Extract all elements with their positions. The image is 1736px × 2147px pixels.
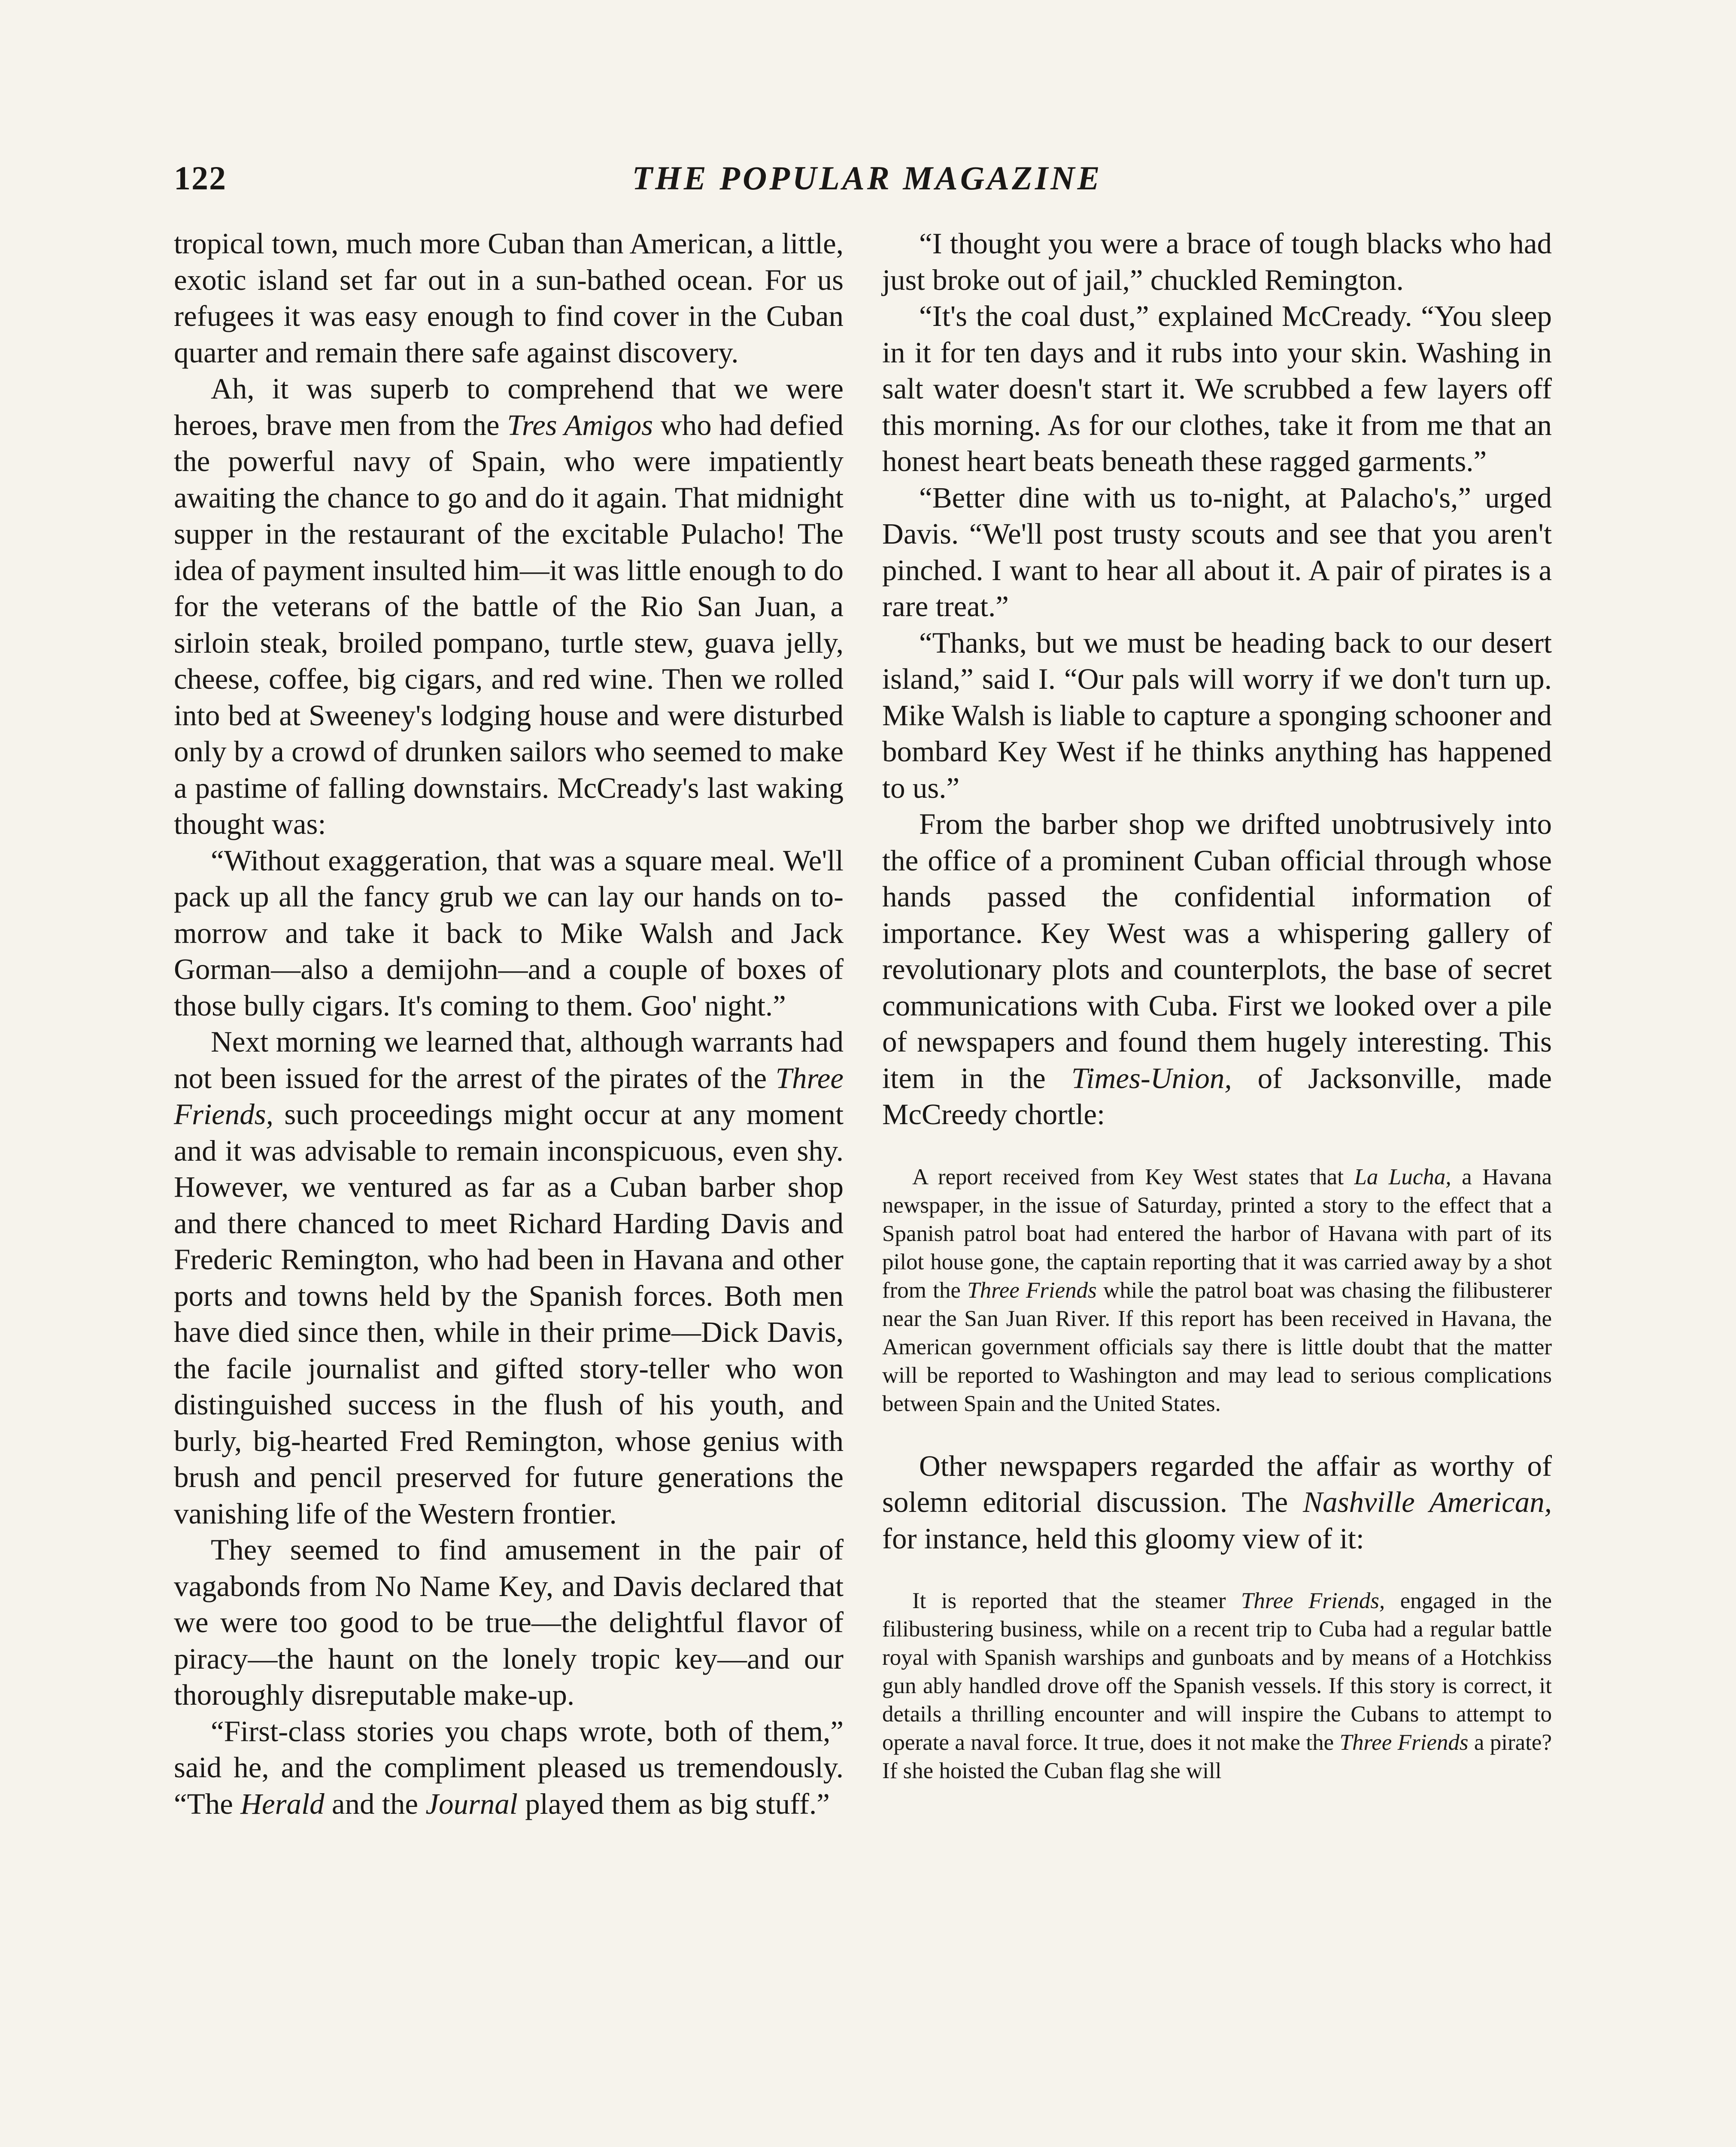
paragraph: “Thanks, but we must be heading back to our desert island,” said I. “Our pals will worry if we don't turn up. Mike Walsh is liable to capture a sponging schooner and bombard Key West if he thinks anything has happened to us.” (882, 626, 1552, 804)
right-column (882, 225, 1552, 1815)
page-header (174, 159, 1560, 210)
paragraph: “I thought you were a brace of tough blacks who had just broke out of jail,” chuckled Remington. (882, 227, 1552, 296)
page-number: 122 (174, 159, 227, 197)
paragraph: “Without exaggeration, that was a square meal. We'll pack up all the fancy grub we can lay our hands on to-morrow and take it back to Mike Walsh and Jack Gorman—also a demijohn—and a couple of boxes of those bully cigars. It's coming to them. Goo' night.” (174, 844, 844, 1022)
paragraph: Other newspapers regarded the affair as worthy of solemn editorial discussion. The Nashville American, for instance, held this gloomy view of it: (882, 1449, 1552, 1555)
paragraph: Ah, it was superb to comprehend that we were heroes, brave men from the Tres Amigos who had defied the powerful navy of Spain, who were impatiently awaiting the chance to go and do it again. That midnight supper in the restaurant of the excitable Pulacho! The idea of payment insulted him—it was little enough to do for the veterans of the battle of the Rio San Juan, a sirloin steak, broiled pompano, turtle stew, guava jelly, cheese, coffee, big cigars, and red wine. Then we rolled into bed at Sweeney's lodging house and were disturbed only by a crowd of drunken sailors who seemed to make a pastime of falling downstairs. McCready's last waking thought was: (174, 372, 844, 840)
paragraph: Next morning we learned that, although warrants had not been issued for the arrest of the pirates of the Three Friends, such proceedings might occur at any moment and it was advisable to remain inconspicuous, even shy. However, we ventured as far as a Cuban barber shop and there chanced to meet Richard Harding Davis and Frederic Remington, who had been in Havana and other ports and towns held by the Spanish forces. Both men have died since then, while in their prime—Dick Davis, the facile journalist and gifted story-teller who won distinguished success in the flush of his youth, and burly, big-hearted Fred Remington, whose genius with brush and pencil preserved for future generations the vanishing life of the Western frontier. (174, 1025, 844, 1530)
block-quote (882, 1163, 1552, 1418)
running-title: THE POPULAR MAGAZINE (632, 159, 1102, 197)
quote-text: A report received from Key West states that La Lucha, a Havana newspaper, in the issue of Saturday, printed a story to the effect that a Spanish patrol boat had entered the harbor of Havana with part of its pilot house gone, the captain reporting that it was carried away by a shot from the Three Friends while the patrol boat was chasing the filibusterer near the San Juan River. If this report has been received in Havana, the American government officials say there is little doubt that the matter will be reported to Washington and may lead to serious complications between Spain and the United States. (882, 1164, 1552, 1416)
quote-text: It is reported that the steamer Three Friends, engaged in the filibustering business, while on a recent trip to Cuba had a regular battle royal with Spanish warships and gunboats and by means of a Hotchkiss gun ably handled drove off the Spanish vessels. If this story is correct, it details a thrilling encounter and will inspire the Cubans to attempt to operate a naval force. It true, does it not make the Three Friends a pirate? If she hoisted the Cuban flag she will (882, 1588, 1552, 1783)
paragraph: “Better dine with us to-night, at Palacho's,” urged Davis. “We'll post trusty scouts and see that you aren't pinched. I want to hear all about it. A pair of pirates is a rare treat.” (882, 481, 1552, 623)
paragraph: “First-class stories you chaps wrote, both of them,” said he, and the compliment pleased us tremendously. “The Herald and the Journal played them as big stuff.” (174, 1715, 844, 1820)
block-quote (882, 1587, 1552, 1785)
paragraph: From the barber shop we drifted unobtrusively into the office of a prominent Cuban official through whose hands passed the confidential information of importance. Key West was a whispering gallery of revolutionary plots and counterplots, the base of secret communications with Cuba. First we looked over a pile of newspapers and found them hugely interesting. This item in the Times-Union, of Jacksonville, made McCreedy chortle: (882, 808, 1552, 1131)
paragraph: They seemed to find amusement in the pair of vagabonds from No Name Key, and Davis declared that we were too good to be true—the delightful flavor of piracy—the haunt on the lonely tropic key—and our thoroughly disreputable make-up. (174, 1533, 844, 1711)
paragraph: tropical town, much more Cuban than American, a little, exotic island set far out in a sun-bathed ocean. For us refugees it was easy enough to find cover in the Cuban quarter and remain there safe against discovery. (174, 227, 844, 369)
paragraph: “It's the coal dust,” explained McCready. “You sleep in it for ten days and it rubs into your skin. Washing in salt water doesn't start it. We scrubbed a few layers off this morning. As for our clothes, take it from me that an honest heart beats beneath these ragged garments.” (882, 300, 1552, 477)
left-column (174, 225, 844, 1822)
